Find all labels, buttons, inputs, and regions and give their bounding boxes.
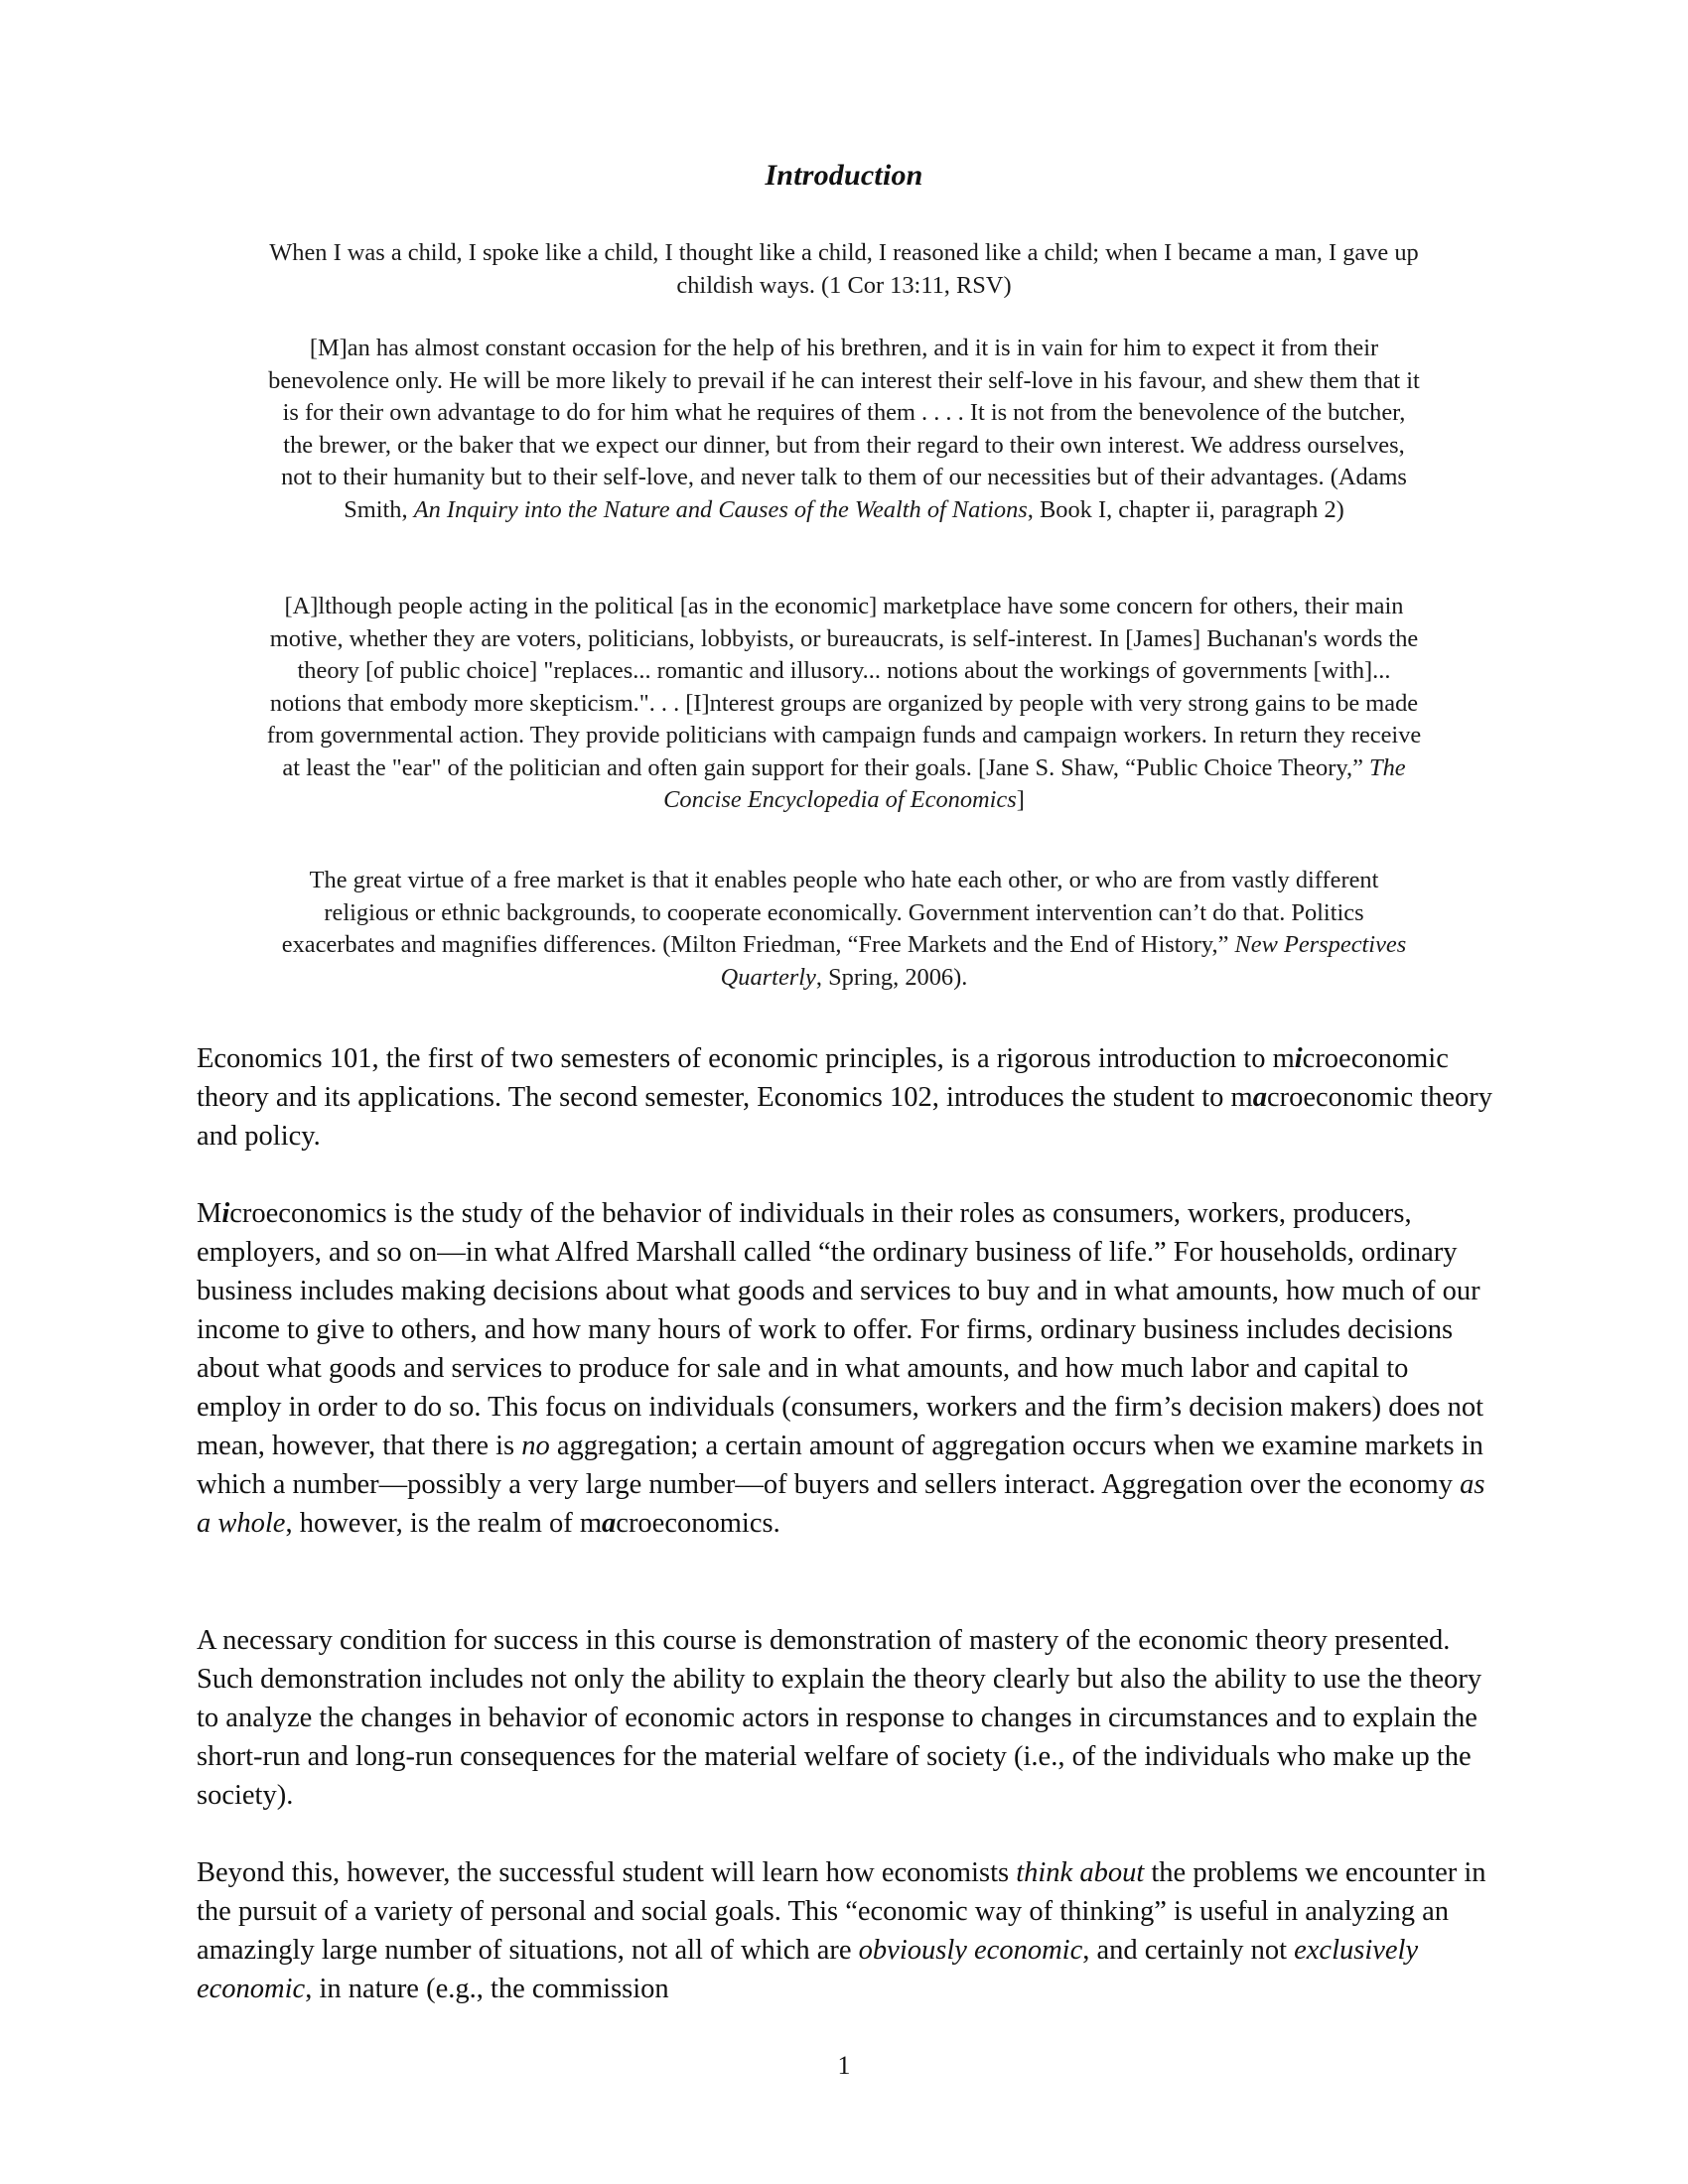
paragraph-economic-thinking <box>197 1853 1497 2008</box>
epigraph-adam-smith <box>266 333 1422 526</box>
epigraph-text: When I was a child, I spoke like a child, I thought like a child, I reasoned like a child; when I became a man, I gave up childish ways. (1 Cor 13:11, RSV) <box>269 239 1419 299</box>
emphasis-text: think about <box>1016 1857 1145 1888</box>
epigraph-text: [A]lthough people acting in the political [as in the economic] marketplace have some concern for others, their main motive, whether they are voters, politicians, lobbyists, or bureaucrats, is self-interest. In [James] Buchanan's words the theory [of public choice] "replaces... romantic and illusory... notions about the workings of governments [with]... notions that embody more skepticism.". . . [I]nterest groups are organized by people with very strong gains to be made from governmental action. They provide politicians with campaign funds and campaign workers. In return they receive at least the "ear" of the politician and often gain support for their goals. [Jane S. Shaw, “Public Choice Theory,” <box>266 593 1422 781</box>
epigraph-public-choice <box>266 591 1422 817</box>
page-title: Introduction <box>765 159 923 192</box>
epigraph-work-title: The Concise Encyclopedia of Economics <box>663 753 1406 813</box>
epigraph-text: , Spring, 2006). <box>815 963 968 991</box>
epigraph-text: The great virtue of a free market is that it enables people who hate each other, or who are from vastly different religious or ethnic backgrounds, to cooperate economically. Government intervention can’t do that. Politics exacerbates and magnifies differences. (Milton Friedman, “Free Markets and the End of History,” <box>281 867 1379 958</box>
paragraph-text: aggregation; a certain amount of aggregation occurs when we examine markets in which a number—possibly a very large number—of buyers and sellers interact. Aggregation over the economy <box>197 1431 1483 1500</box>
epigraph-text: ] <box>1016 786 1025 813</box>
emphasis-text: as a whole <box>197 1469 1485 1539</box>
epigraph-text: [M]an has almost constant occasion for the help of his brethren, and it is in vain for him to expect it from their benevolence only. He will be more likely to prevail if he can interest their self-love in his favour, and shew them that it is for their own advantage to do for him what he requires of them . . . . It is not from the benevolence of the butcher, the brewer, or the baker that we expect our dinner, but from their regard to their own interest. We address ourselves, not to their humanity but to their self-love, and never talk to them of our necessities but of their advantages. (Adams Smith, <box>268 335 1420 523</box>
emphasis-letter: i <box>1294 1043 1303 1074</box>
epigraph-work-title: An Inquiry into the Nature and Causes of the Wealth of Nations <box>413 495 1028 523</box>
paragraph-text: croeconomic theory and policy. <box>197 1082 1493 1152</box>
epigraph-work-title: New Perspectives Quarterly <box>720 931 1407 991</box>
paragraph-text: M <box>197 1198 222 1229</box>
epigraph-text: , Book I, chapter ii, paragraph 2) <box>1027 495 1344 523</box>
paragraph-text: , in nature (e.g., the commission <box>305 1974 669 2004</box>
emphasis-text: no <box>521 1431 550 1461</box>
emphasis-letter: a <box>602 1508 617 1539</box>
paragraph-text: , however, is the realm of m <box>285 1508 603 1539</box>
paragraph-course-overview <box>197 1039 1497 1156</box>
paragraph-success-condition <box>197 1621 1497 1815</box>
epigraph-friedman <box>266 865 1422 994</box>
paragraph-text: the problems we encounter in the pursuit of a variety of personal and social goals. This “economic way of thinking” is useful in analyzing an amazingly large number of situations, not all of which are <box>197 1857 1486 1966</box>
emphasis-text: exclusively economic <box>197 1935 1419 2004</box>
paragraph-microeconomics-definition <box>197 1194 1497 1543</box>
paragraph-text: A necessary condition for success in this course is demonstration of mastery of the economic theory presented. Such demonstration includes not only the ability to explain the theory clearly but also the ability to use the theory to analyze the changes in behavior of economic actors in response to changes in circumstances and to explain the short-run and long-run consequences for the material welfare of society (i.e., of the individuals who make up the society). <box>197 1625 1482 1811</box>
emphasis-text: obviously economic <box>858 1935 1083 1966</box>
paragraph-text: croeconomics. <box>616 1508 780 1539</box>
emphasis-letter: a <box>1252 1082 1267 1113</box>
paragraph-text: Beyond this, however, the successful student will learn how economists <box>197 1857 1017 1888</box>
emphasis-letter: i <box>221 1198 230 1229</box>
paragraph-text: Economics 101, the first of two semesters of economic principles, is a rigorous introduction to m <box>197 1043 1295 1074</box>
page-number: 1 <box>837 2051 851 2080</box>
paragraph-text: , and certainly not <box>1082 1935 1295 1966</box>
paragraph-text: croeconomics is the study of the behavior of individuals in their roles as consumers, workers, producers, employers, and so on—in what Alfred Marshall called “the ordinary business of life.” For households, ordinary business includes making decisions about what goods and services to buy and in what amounts, how much of our income to give to others, and how many hours of work to offer. For firms, ordinary business includes decisions about what goods and services to produce for sale and in what amounts, and how much labor and capital to employ in order to do so. This focus on individuals (consumers, workers and the firm’s decision makers) does not mean, however, that there is <box>197 1198 1483 1461</box>
paragraph-text: croeconomic theory and its applications. The second semester, Economics 102, introduces the student to m <box>197 1043 1449 1113</box>
epigraph-corinthians <box>266 237 1422 302</box>
